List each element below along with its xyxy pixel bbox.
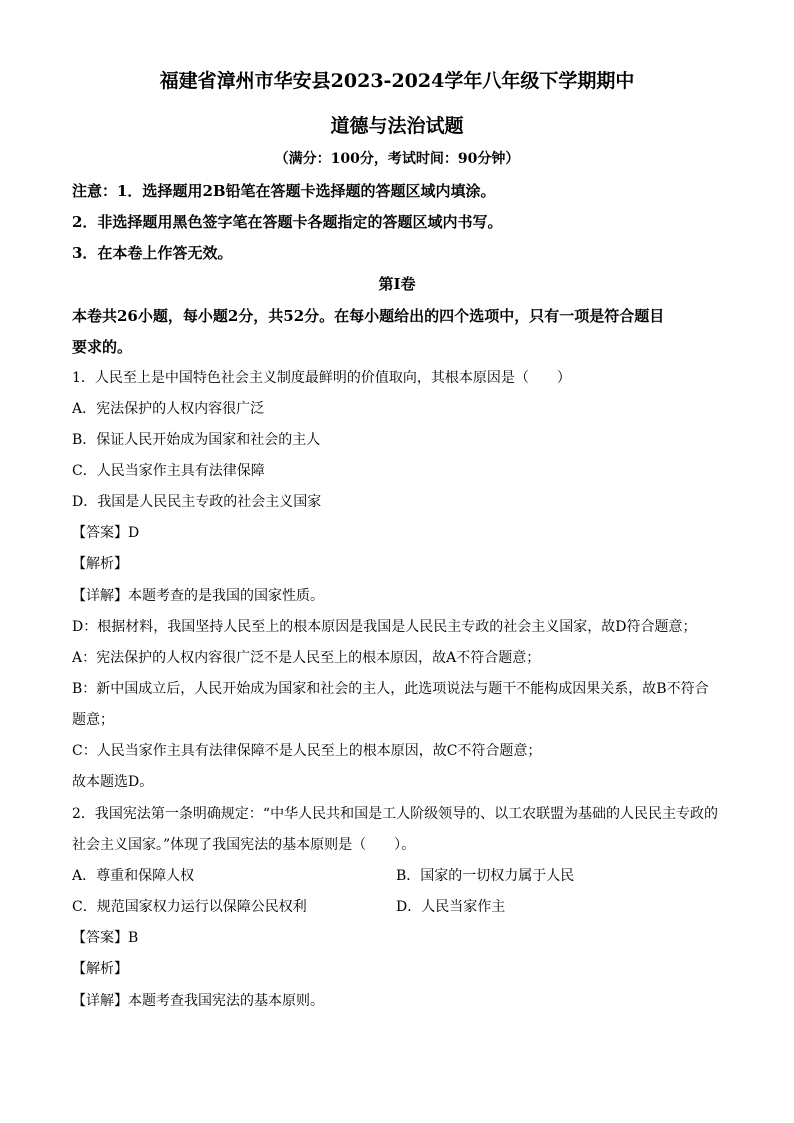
question-2-option-b: B．国家的一切权力属于人民 <box>396 868 575 884</box>
question-1-explanation: D：根据材料，我国坚持人民至上的根本原因是我国是人民民主专政的社会主义国家，故D符合题意； <box>72 619 697 635</box>
question-1-answer: 【答案】D <box>72 525 140 541</box>
note-3: 3．在本卷上作答无效。 <box>72 244 233 262</box>
section-intro-line2: 要求的。 <box>72 338 133 356</box>
question-2-stem-line2: 社会主义国家。”体现了我国宪法的基本原则是（ ）。 <box>72 837 416 853</box>
question-2-stem-line1: 2．我国宪法第一条明确规定：“中华人民共和国是工人阶级领导的、以工农联盟为基础的人民民主专政的 <box>72 806 719 822</box>
question-1-option-c: C．人民当家作主具有法律保障 <box>72 463 265 479</box>
question-1-option-d: D．我国是人民民主专政的社会主义国家 <box>72 494 322 510</box>
document-title-line2: 道德与法治试题 <box>330 115 464 137</box>
section-title: 第Ⅰ卷 <box>378 275 416 293</box>
question-2-option-a: A．尊重和保障人权 <box>72 868 195 884</box>
question-2-detail: 【详解】本题考查我国宪法的基本原则。 <box>72 993 324 1009</box>
question-1-explanation: A：宪法保护的人权内容很广泛不是人民至上的根本原因，故A不符合题意； <box>72 650 541 666</box>
question-1-stem: 1．人民至上是中国特色社会主义制度最鲜明的价值取向，其根本原因是（ ） <box>72 370 571 386</box>
document-title-line1: 福建省漳州市华安县2023-2024学年八年级下学期期中 <box>159 70 635 92</box>
section-intro-line1: 本卷共26小题，每小题2分，共52分。在每小题给出的四个选项中，只有一项是符合题目 <box>72 307 665 325</box>
question-1-detail: 【详解】本题考查的是我国的国家性质。 <box>72 588 324 604</box>
question-1-explanation: C：人民当家作主具有法律保障不是人民至上的根本原因，故C不符合题意； <box>72 743 542 759</box>
question-1-conclusion: 故本题选D。 <box>72 774 154 790</box>
question-1-option-a: A．宪法保护的人权内容很广泛 <box>72 401 265 417</box>
question-2-option-c: C．规范国家权力运行以保障公民权利 <box>72 899 307 915</box>
question-2-answer: 【答案】B <box>72 930 139 946</box>
question-1-explanation: B：新中国成立后，人民开始成为国家和社会的主人，此选项说法与题干不能构成因果关系，故B不符合 <box>72 681 709 697</box>
question-2-option-d: D．人民当家作主 <box>396 899 506 915</box>
question-1-analysis-label: 【解析】 <box>72 556 128 572</box>
question-1-option-b: B．保证人民开始成为国家和社会的主人 <box>72 432 321 448</box>
note-2: 2．非选择题用黑色签字笔在答题卡各题指定的答题区域内书写。 <box>72 213 503 231</box>
question-1-explanation: 题意； <box>72 712 114 728</box>
note-1: 注意：1．选择题用2B铅笔在答题卡选择题的答题区域内填涂。 <box>72 182 496 200</box>
question-2-analysis-label: 【解析】 <box>72 961 128 977</box>
exam-info-subtitle: （满分：100分，考试时间：90分钟） <box>274 151 520 167</box>
